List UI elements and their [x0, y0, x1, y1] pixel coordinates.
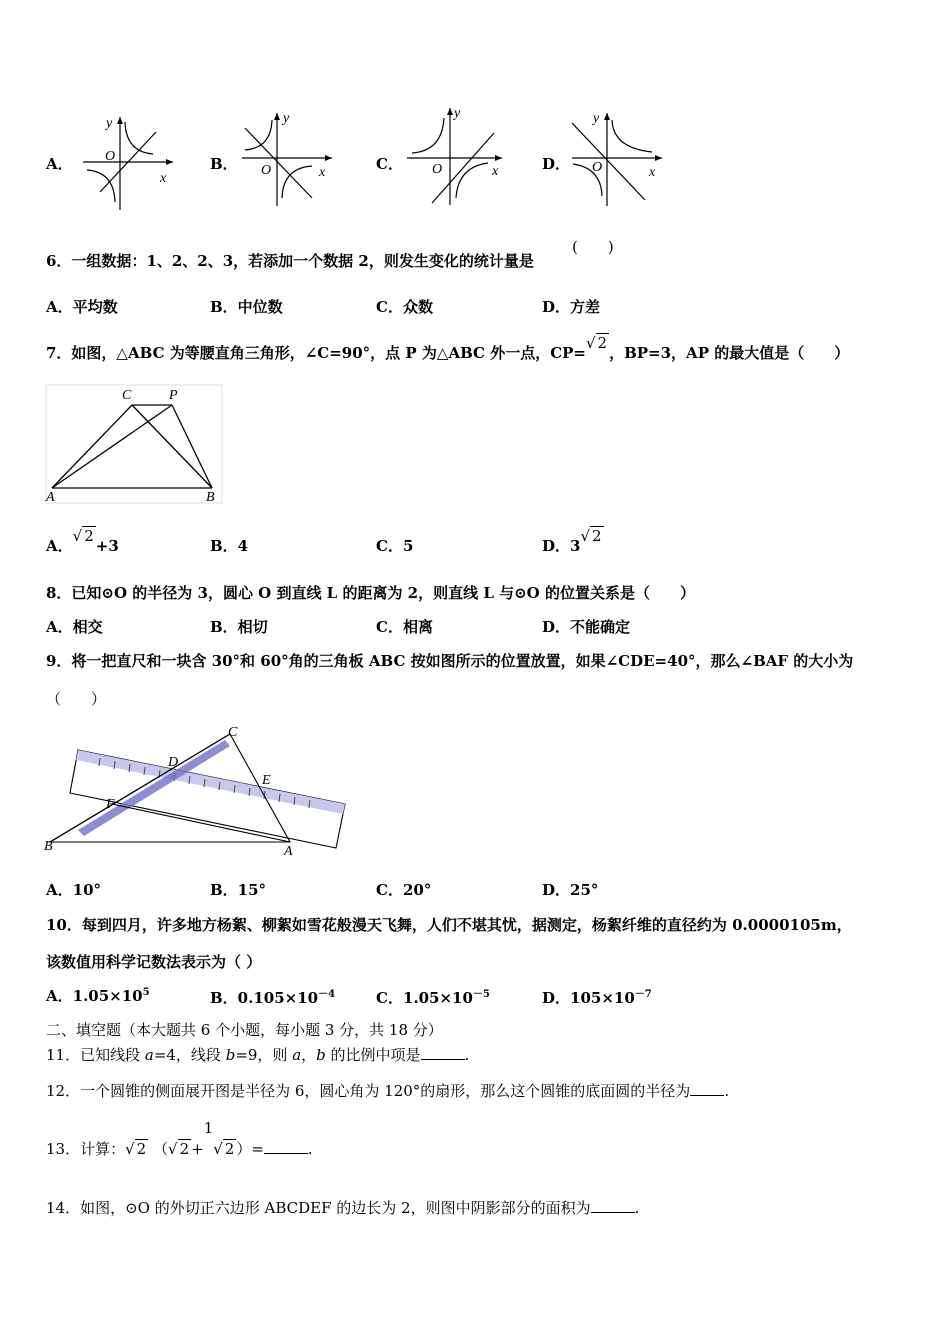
q5-option-b-label: B．	[210, 155, 238, 173]
q9-option-d: D．25°	[542, 881, 599, 899]
q9-option-c: C．20°	[376, 881, 432, 899]
q8-option-a: A．相交	[46, 618, 103, 636]
q7-stem-part2: ，BP=3，AP 的最大值是（ ）	[609, 344, 850, 362]
q10-stem-line2: 该数值用科学记数法表示为（ ）	[46, 953, 262, 971]
q9-stem: 9．将一把直尺和一块含 30°和 60°角的三角板 ABC 按如图所示的位置放置，如果∠CDE=40°，那么∠BAF 的大小为	[46, 652, 854, 670]
q5-a-x-label: x	[160, 171, 167, 186]
q5-option-c-label: C．	[376, 155, 403, 173]
q6-option-b: B．中位数	[210, 298, 283, 316]
q6-option-a: A．平均数	[46, 298, 118, 316]
q8-option-c: C．相离	[376, 618, 433, 636]
q14-stem: 14．如图，⊙O 的外切正六边形 ABCDEF 的边长为 2，则图中阴影部分的面积为 .	[46, 1199, 640, 1217]
q9-option-b: B．15°	[210, 881, 267, 899]
section-2-heading: 二、填空题（本大题共 6 个小题，每小题 3 分，共 18 分）	[46, 1021, 443, 1039]
q5-option-d-label: D．	[542, 155, 571, 173]
q13-answer-blank[interactable]	[264, 1140, 308, 1154]
q6-option-c: C．众数	[376, 298, 433, 316]
q11-stem: 11．已知线段 a=4，线段 b=9，则 a，b 的比例中项是 .	[46, 1046, 470, 1064]
q14-answer-blank[interactable]	[591, 1199, 635, 1213]
q9-label-e: E	[262, 773, 271, 788]
q5-a-o-label: O	[105, 149, 116, 164]
q9-label-d: D	[168, 755, 179, 770]
q7-label-a: A	[46, 490, 55, 505]
q7-stem-part1: 7．如图，△ABC 为等腰直角三角形，∠C=90°，点 P 为△ABC 外一点，CP=	[46, 344, 586, 362]
q8-stem: 8．已知⊙O 的半径为 3，圆心 O 到直线 L 的距离为 2，则直线 L 与⊙O 的位置关系是（ ）	[46, 584, 695, 602]
q5-b-o-label: O	[261, 163, 272, 178]
q10-stem-line1: 10．每到四月，许多地方杨絮、柳絮如雪花般漫天飞舞，人们不堪其忧，据测定，杨絮纤维的直径约为 0.0000105m，	[46, 916, 852, 934]
q7-option-c: C．5	[376, 537, 414, 555]
q5-graph-b	[237, 108, 337, 208]
q5-c-x-label: x	[492, 164, 499, 179]
q7-label-p: P	[169, 388, 178, 403]
q12-stem: 12．一个圆锥的侧面展开图是半径为 6，圆心角为 120°的扇形，那么这个圆锥的底面圆的半径为 .	[46, 1082, 730, 1100]
q6-answer-paren: ( )	[572, 238, 614, 256]
q7-option-b: B．4	[210, 537, 249, 555]
q10-option-c: C．$1.05\times 10^{-5}$	[376, 989, 490, 1007]
q7-label-b: B	[206, 490, 215, 505]
q5-c-y-label: y	[454, 106, 461, 121]
q5-option-a-label: A．	[46, 155, 73, 173]
q9-option-a: A．10°	[46, 881, 102, 899]
q10-option-a: A．$1.05\times 10^5$	[46, 987, 150, 1005]
q5-d-x-label: x	[649, 165, 656, 180]
q12-answer-blank[interactable]	[690, 1082, 724, 1096]
q5-c-o-label: O	[432, 162, 443, 177]
q6-stem: 6．一组数据：1、2、2、3，若添加一个数据 2，则发生变化的统计量是	[46, 252, 534, 270]
q7-stem: 7．如图，△ABC 为等腰直角三角形，∠C=90°，点 P 为△ABC 外一点，CP=√ 2，BP=3，AP 的最大值是（ ）	[46, 334, 850, 362]
q9-label-f: F	[106, 797, 115, 812]
q5-d-y-label: y	[593, 111, 600, 126]
q5-graph-d	[567, 108, 667, 208]
q7-figure	[44, 383, 226, 505]
q5-graph-a	[78, 112, 178, 212]
q5-a-y-label: y	[106, 116, 113, 131]
q5-b-x-label: x	[319, 165, 326, 180]
q8-option-d: D．不能确定	[542, 618, 631, 636]
q7-option-d: D．3√ 2	[542, 527, 602, 555]
q10-option-d: D．$105\times 10^{-7}$	[542, 989, 652, 1007]
q6-option-d: D．方差	[542, 298, 601, 316]
q5-b-y-label: y	[283, 111, 290, 126]
q8-option-b: B．相切	[210, 618, 268, 636]
q9-label-b: B	[44, 839, 53, 854]
q9-label-a: A	[284, 844, 293, 858]
q9-figure	[40, 718, 350, 858]
q5-graph-c	[402, 103, 507, 208]
q9-label-c: C	[228, 725, 238, 740]
q9-answer-paren: （ ）	[46, 690, 107, 708]
q5-d-o-label: O	[592, 160, 603, 175]
q7-label-c: C	[122, 388, 132, 403]
q7-cp-sqrt: 2	[597, 334, 608, 352]
q13-stem: 13．计算：√ 2 （√ 2 + 1 √ 2 ）= .	[46, 1119, 313, 1158]
q10-option-b: B．$0.105\times 10^{-4}$	[210, 989, 336, 1007]
q7-option-a: A．√ 2+3	[46, 527, 119, 555]
q11-answer-blank[interactable]	[421, 1046, 465, 1060]
